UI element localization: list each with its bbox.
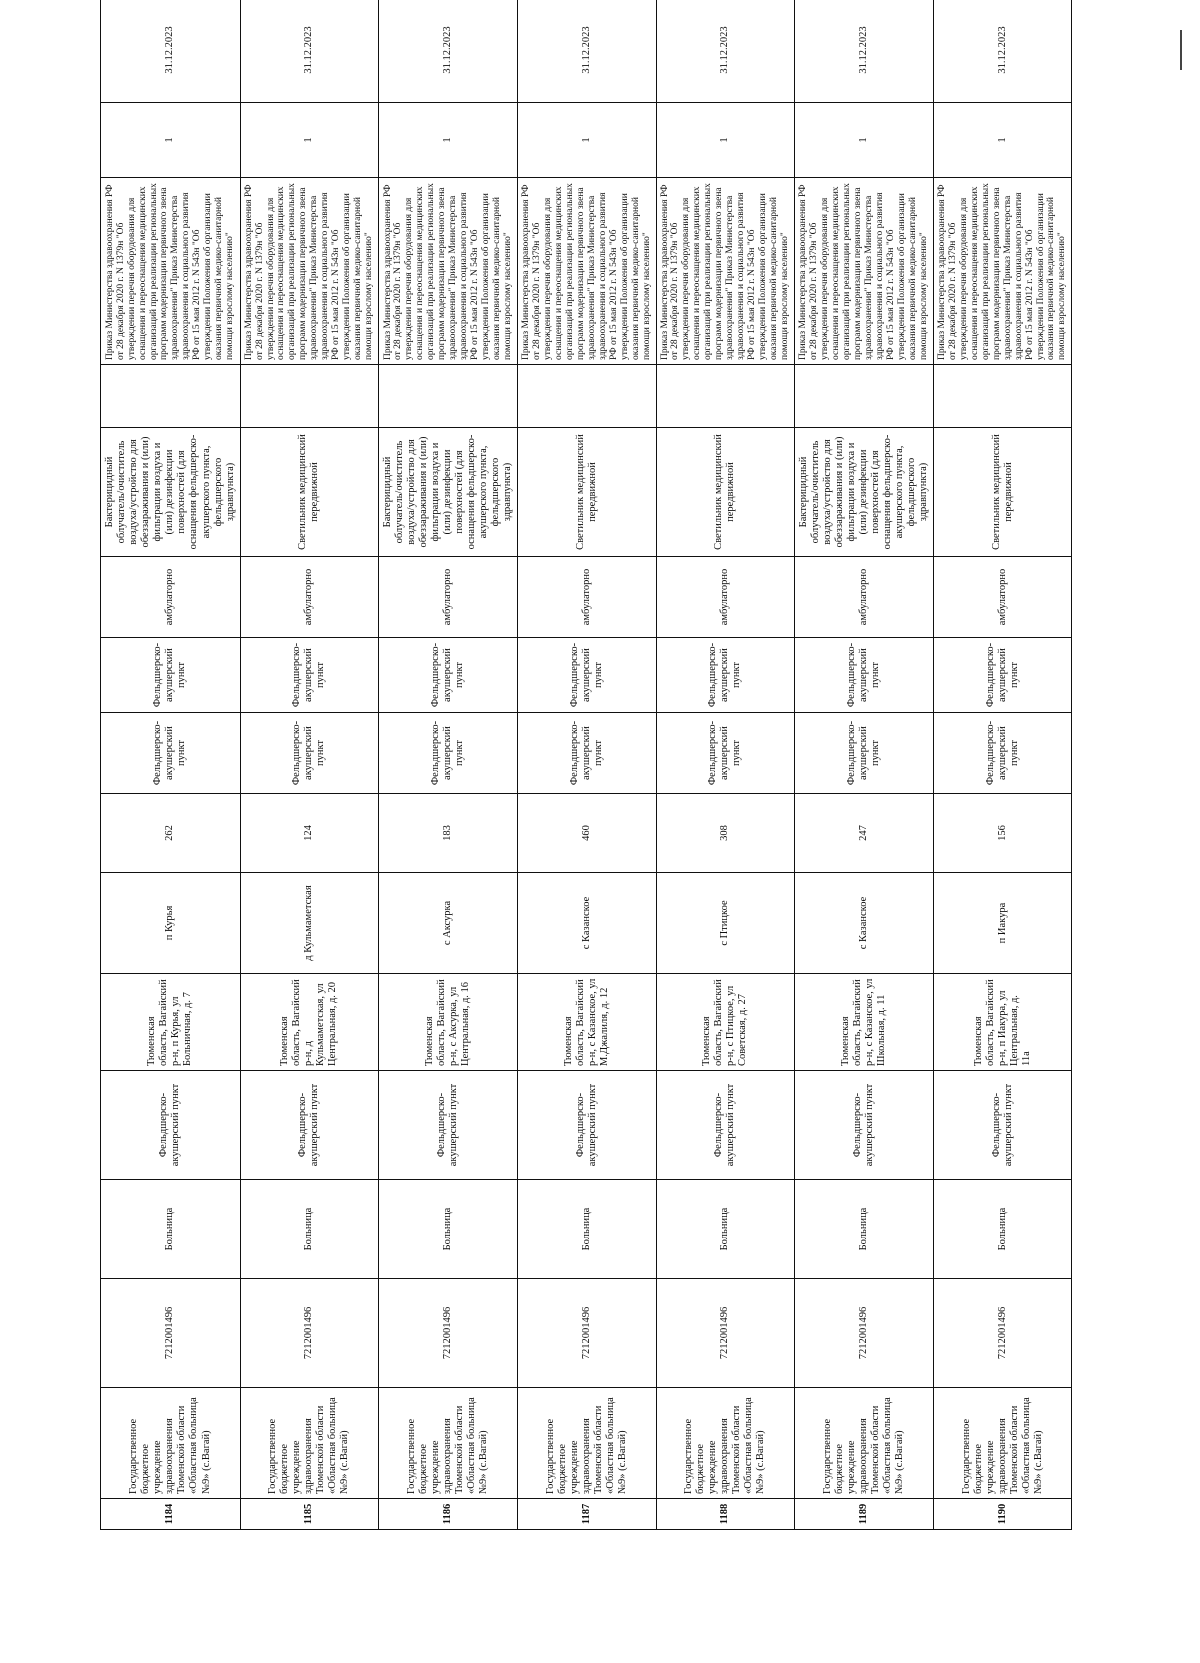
care-condition-cell: амбулаторно: [934, 557, 1072, 638]
organization-cell: Государственное бюджетное учреждение здравоохранения Тюменской области «Областная больница №9» (с.Вагай): [378, 1388, 518, 1499]
quantity-cell: 1: [934, 103, 1072, 178]
facility-type-cell: Больница: [656, 1180, 794, 1279]
organization-cell: Государственное бюджетное учреждение здравоохранения Тюменской области «Областная больница №9» (с.Вагай): [794, 1388, 934, 1499]
legal-basis-cell: Приказ Министерства здравоохранения РФ от 28 декабря 2020 г. N 1379н "Об утверждении перечня оборудования для оснащения и переоснащения медицинских организаций при реализации региональных программ модернизации первичного звена здравоохранения" Приказ Министерства здравоохранения и социального развития РФ от 15 мая 2012 г. N 543н "Об утверждении Положения об организации оказания первичной медико-санитарной помощи взрослому населению": [240, 178, 378, 365]
quantity-cell: 1: [101, 103, 241, 178]
quantity-cell: 1: [656, 103, 794, 178]
settlement-cell: с Казанское: [518, 873, 656, 974]
division-kind-cell: Фельдшерско-акушерский пункт: [101, 713, 241, 794]
row-number-cell: 1187: [518, 1499, 656, 1530]
settlement-cell: п Иакура: [934, 873, 1072, 974]
facility-type-cell: Больница: [518, 1180, 656, 1279]
division-kind-cell: Фельдшерско-акушерский пункт: [656, 713, 794, 794]
facility-type-cell: Больница: [240, 1180, 378, 1279]
organization-cell: Государственное бюджетное учреждение здравоохранения Тюменской области «Областная больница №9» (с.Вагай): [656, 1388, 794, 1499]
division-kind-cell: Фельдшерско-акушерский пункт: [240, 713, 378, 794]
division-profile-cell: Фельдшерско-акушерский пункт: [240, 638, 378, 713]
equipment-cell: Бактерицидный облучатель/очиститель воздуха/устройство для обеззараживания и (или) фильтрации воздуха и (или) дезинфекции поверхностей (для оснащения фельдшерско-акушерского пункта, фельдшерского здравпункта): [378, 428, 518, 557]
equipment-register-table: [100, 0, 1072, 1530]
legal-basis-cell: Приказ Министерства здравоохранения РФ от 28 декабря 2020 г. N 1379н "Об утверждении перечня оборудования для оснащения и переоснащения медицинских организаций при реализации региональных программ модернизации первичного звена здравоохранения" Приказ Министерства здравоохранения и социального развития РФ от 15 мая 2012 г. N 543н "Об утверждении Положения об организации оказания первичной медико-санитарной помощи взрослому населению": [378, 178, 518, 365]
division-profile-cell: Фельдшерско-акушерский пункт: [934, 638, 1072, 713]
care-condition-cell: амбулаторно: [240, 557, 378, 638]
division-profile-cell: Фельдшерско-акушерский пункт: [101, 638, 241, 713]
division-kind-cell: Фельдшерско-акушерский пункт: [934, 713, 1072, 794]
empty-cell: [240, 365, 378, 428]
division-profile-cell: Фельдшерско-акушерский пункт: [378, 638, 518, 713]
empty-cell: [101, 365, 241, 428]
inn-cell: 7212001496: [240, 1279, 378, 1388]
empty-cell: [656, 365, 794, 428]
organization-cell: Государственное бюджетное учреждение здравоохранения Тюменской области «Областная больница №9» (с.Вагай): [240, 1388, 378, 1499]
due-date-cell: 31.12.2023: [518, 0, 656, 103]
due-date-cell: 31.12.2023: [794, 0, 934, 103]
care-condition-cell: амбулаторно: [518, 557, 656, 638]
empty-cell: [934, 365, 1072, 428]
table-row: [101, 0, 241, 1530]
organization-cell: Государственное бюджетное учреждение здравоохранения Тюменской области «Областная больница №9» (с.Вагай): [518, 1388, 656, 1499]
row-number-cell: 1189: [794, 1499, 934, 1530]
equipment-cell: Бактерицидный облучатель/очиститель воздуха/устройство для обеззараживания и (или) фильтрации воздуха и (или) дезинфекции поверхностей (для оснащения фельдшерско-акушерского пункта, фельдшерского здравпункта): [794, 428, 934, 557]
population-cell: 308: [656, 794, 794, 873]
legal-basis-cell: Приказ Министерства здравоохранения РФ от 28 декабря 2020 г. N 1379н "Об утверждении перечня оборудования для оснащения и переоснащения медицинских организаций при реализации региональных программ модернизации первичного звена здравоохранения" Приказ Министерства здравоохранения и социального развития РФ от 15 мая 2012 г. N 543н "Об утверждении Положения об организации оказания первичной медико-санитарной помощи взрослому населению": [101, 178, 241, 365]
equipment-cell: Светильник медицинский передвижной: [518, 428, 656, 557]
legal-basis-cell: Приказ Министерства здравоохранения РФ от 28 декабря 2020 г. N 1379н "Об утверждении перечня оборудования для оснащения и переоснащения медицинских организаций при реализации региональных программ модернизации первичного звена здравоохранения" Приказ Министерства здравоохранения и социального развития РФ от 15 мая 2012 г. N 543н "Об утверждении Положения об организации оказания первичной медико-санитарной помощи взрослому населению": [934, 178, 1072, 365]
due-date-cell: 31.12.2023: [656, 0, 794, 103]
equipment-cell: Светильник медицинский передвижной: [240, 428, 378, 557]
division-profile-cell: Фельдшерско-акушерский пункт: [656, 638, 794, 713]
organization-cell: Государственное бюджетное учреждение здравоохранения Тюменской области «Областная больница №9» (с.Вагай): [934, 1388, 1072, 1499]
facility-type-cell: Больница: [378, 1180, 518, 1279]
address-cell: Тюменская область, Вагайский р-н, д Кульмаметская, ул Центральная, д. 20: [240, 974, 378, 1071]
facility-type-cell: Больница: [101, 1180, 241, 1279]
facility-type-cell: Больница: [794, 1180, 934, 1279]
table-row: [794, 0, 934, 1530]
quantity-cell: 1: [794, 103, 934, 178]
unit-cell: Фельдшерско-акушерский пункт: [934, 1071, 1072, 1180]
division-profile-cell: Фельдшерско-акушерский пункт: [794, 638, 934, 713]
scan-edge-mark: [1180, 30, 1182, 70]
quantity-cell: 1: [240, 103, 378, 178]
inn-cell: 7212001496: [656, 1279, 794, 1388]
table-row: [934, 0, 1072, 1530]
quantity-cell: 1: [378, 103, 518, 178]
empty-cell: [518, 365, 656, 428]
settlement-cell: с Птицкое: [656, 873, 794, 974]
due-date-cell: 31.12.2023: [378, 0, 518, 103]
legal-basis-cell: Приказ Министерства здравоохранения РФ от 28 декабря 2020 г. N 1379н "Об утверждении перечня оборудования для оснащения и переоснащения медицинских организаций при реализации региональных программ модернизации первичного звена здравоохранения" Приказ Министерства здравоохранения и социального развития РФ от 15 мая 2012 г. N 543н "Об утверждении Положения об организации оказания первичной медико-санитарной помощи взрослому населению": [794, 178, 934, 365]
rotated-page: [100, 26, 1068, 1530]
unit-cell: Фельдшерско-акушерский пункт: [794, 1071, 934, 1180]
address-cell: Тюменская область, Вагайский р-н, с Птицкое, ул Советская, д. 27: [656, 974, 794, 1071]
equipment-cell: Светильник медицинский передвижной: [656, 428, 794, 557]
population-cell: 247: [794, 794, 934, 873]
facility-type-cell: Больница: [934, 1180, 1072, 1279]
settlement-cell: с Аксурка: [378, 873, 518, 974]
division-kind-cell: Фельдшерско-акушерский пункт: [794, 713, 934, 794]
care-condition-cell: амбулаторно: [378, 557, 518, 638]
care-condition-cell: амбулаторно: [101, 557, 241, 638]
empty-cell: [378, 365, 518, 428]
table-row: [656, 0, 794, 1530]
register-body: [101, 0, 1072, 1530]
division-kind-cell: Фельдшерско-акушерский пункт: [518, 713, 656, 794]
row-number-cell: 1186: [378, 1499, 518, 1530]
address-cell: Тюменская область, Вагайский р-н, с Аксурка, ул Центральная, д. 16: [378, 974, 518, 1071]
organization-cell: Государственное бюджетное учреждение здравоохранения Тюменской области «Областная больница №9» (с.Вагай): [101, 1388, 241, 1499]
division-kind-cell: Фельдшерско-акушерский пункт: [378, 713, 518, 794]
row-number-cell: 1184: [101, 1499, 241, 1530]
unit-cell: Фельдшерско-акушерский пункт: [518, 1071, 656, 1180]
unit-cell: Фельдшерско-акушерский пункт: [240, 1071, 378, 1180]
settlement-cell: п Курья: [101, 873, 241, 974]
care-condition-cell: амбулаторно: [656, 557, 794, 638]
equipment-cell: Бактерицидный облучатель/очиститель воздуха/устройство для обеззараживания и (или) фильтрации воздуха и (или) дезинфекции поверхностей (для оснащения фельдшерско-акушерского пункта, фельдшерского здравпункта): [101, 428, 241, 557]
table-row: [378, 0, 518, 1530]
inn-cell: 7212001496: [794, 1279, 934, 1388]
legal-basis-cell: Приказ Министерства здравоохранения РФ от 28 декабря 2020 г. N 1379н "Об утверждении перечня оборудования для оснащения и переоснащения медицинских организаций при реализации региональных программ модернизации первичного звена здравоохранения" Приказ Министерства здравоохранения и социального развития РФ от 15 мая 2012 г. N 543н "Об утверждении Положения об организации оказания первичной медико-санитарной помощи взрослому населению": [656, 178, 794, 365]
address-cell: Тюменская область, Вагайский р-н, с Казанское, ул М.Джалиля, д. 12: [518, 974, 656, 1071]
unit-cell: Фельдшерско-акушерский пункт: [101, 1071, 241, 1180]
inn-cell: 7212001496: [518, 1279, 656, 1388]
address-cell: Тюменская область, Вагайский р-н, п Курья, ул Больничная, д. 7: [101, 974, 241, 1071]
table-row: [518, 0, 656, 1530]
legal-basis-cell: Приказ Министерства здравоохранения РФ от 28 декабря 2020 г. N 1379н "Об утверждении перечня оборудования для оснащения и переоснащения медицинских организаций при реализации региональных программ модернизации первичного звена здравоохранения" Приказ Министерства здравоохранения и социального развития РФ от 15 мая 2012 г. N 543н "Об утверждении Положения об организации оказания первичной медико-санитарной помощи взрослому населению": [518, 178, 656, 365]
table-row: [240, 0, 378, 1530]
settlement-cell: с Казанское: [794, 873, 934, 974]
equipment-cell: Светильник медицинский передвижной: [934, 428, 1072, 557]
inn-cell: 7212001496: [378, 1279, 518, 1388]
inn-cell: 7212001496: [101, 1279, 241, 1388]
inn-cell: 7212001496: [934, 1279, 1072, 1388]
address-cell: Тюменская область, Вагайский р-н, п Иакура, ул Центральная, д. 11а: [934, 974, 1072, 1071]
population-cell: 262: [101, 794, 241, 873]
population-cell: 183: [378, 794, 518, 873]
due-date-cell: 31.12.2023: [240, 0, 378, 103]
address-cell: Тюменская область, Вагайский р-н, с Казанское, ул Школьная, д. 11: [794, 974, 934, 1071]
row-number-cell: 1188: [656, 1499, 794, 1530]
population-cell: 460: [518, 794, 656, 873]
row-number-cell: 1190: [934, 1499, 1072, 1530]
row-number-cell: 1185: [240, 1499, 378, 1530]
due-date-cell: 31.12.2023: [934, 0, 1072, 103]
quantity-cell: 1: [518, 103, 656, 178]
due-date-cell: 31.12.2023: [101, 0, 241, 103]
population-cell: 156: [934, 794, 1072, 873]
care-condition-cell: амбулаторно: [794, 557, 934, 638]
unit-cell: Фельдшерско-акушерский пункт: [656, 1071, 794, 1180]
division-profile-cell: Фельдшерско-акушерский пункт: [518, 638, 656, 713]
population-cell: 124: [240, 794, 378, 873]
settlement-cell: д Кульмаметская: [240, 873, 378, 974]
unit-cell: Фельдшерско-акушерский пункт: [378, 1071, 518, 1180]
empty-cell: [794, 365, 934, 428]
